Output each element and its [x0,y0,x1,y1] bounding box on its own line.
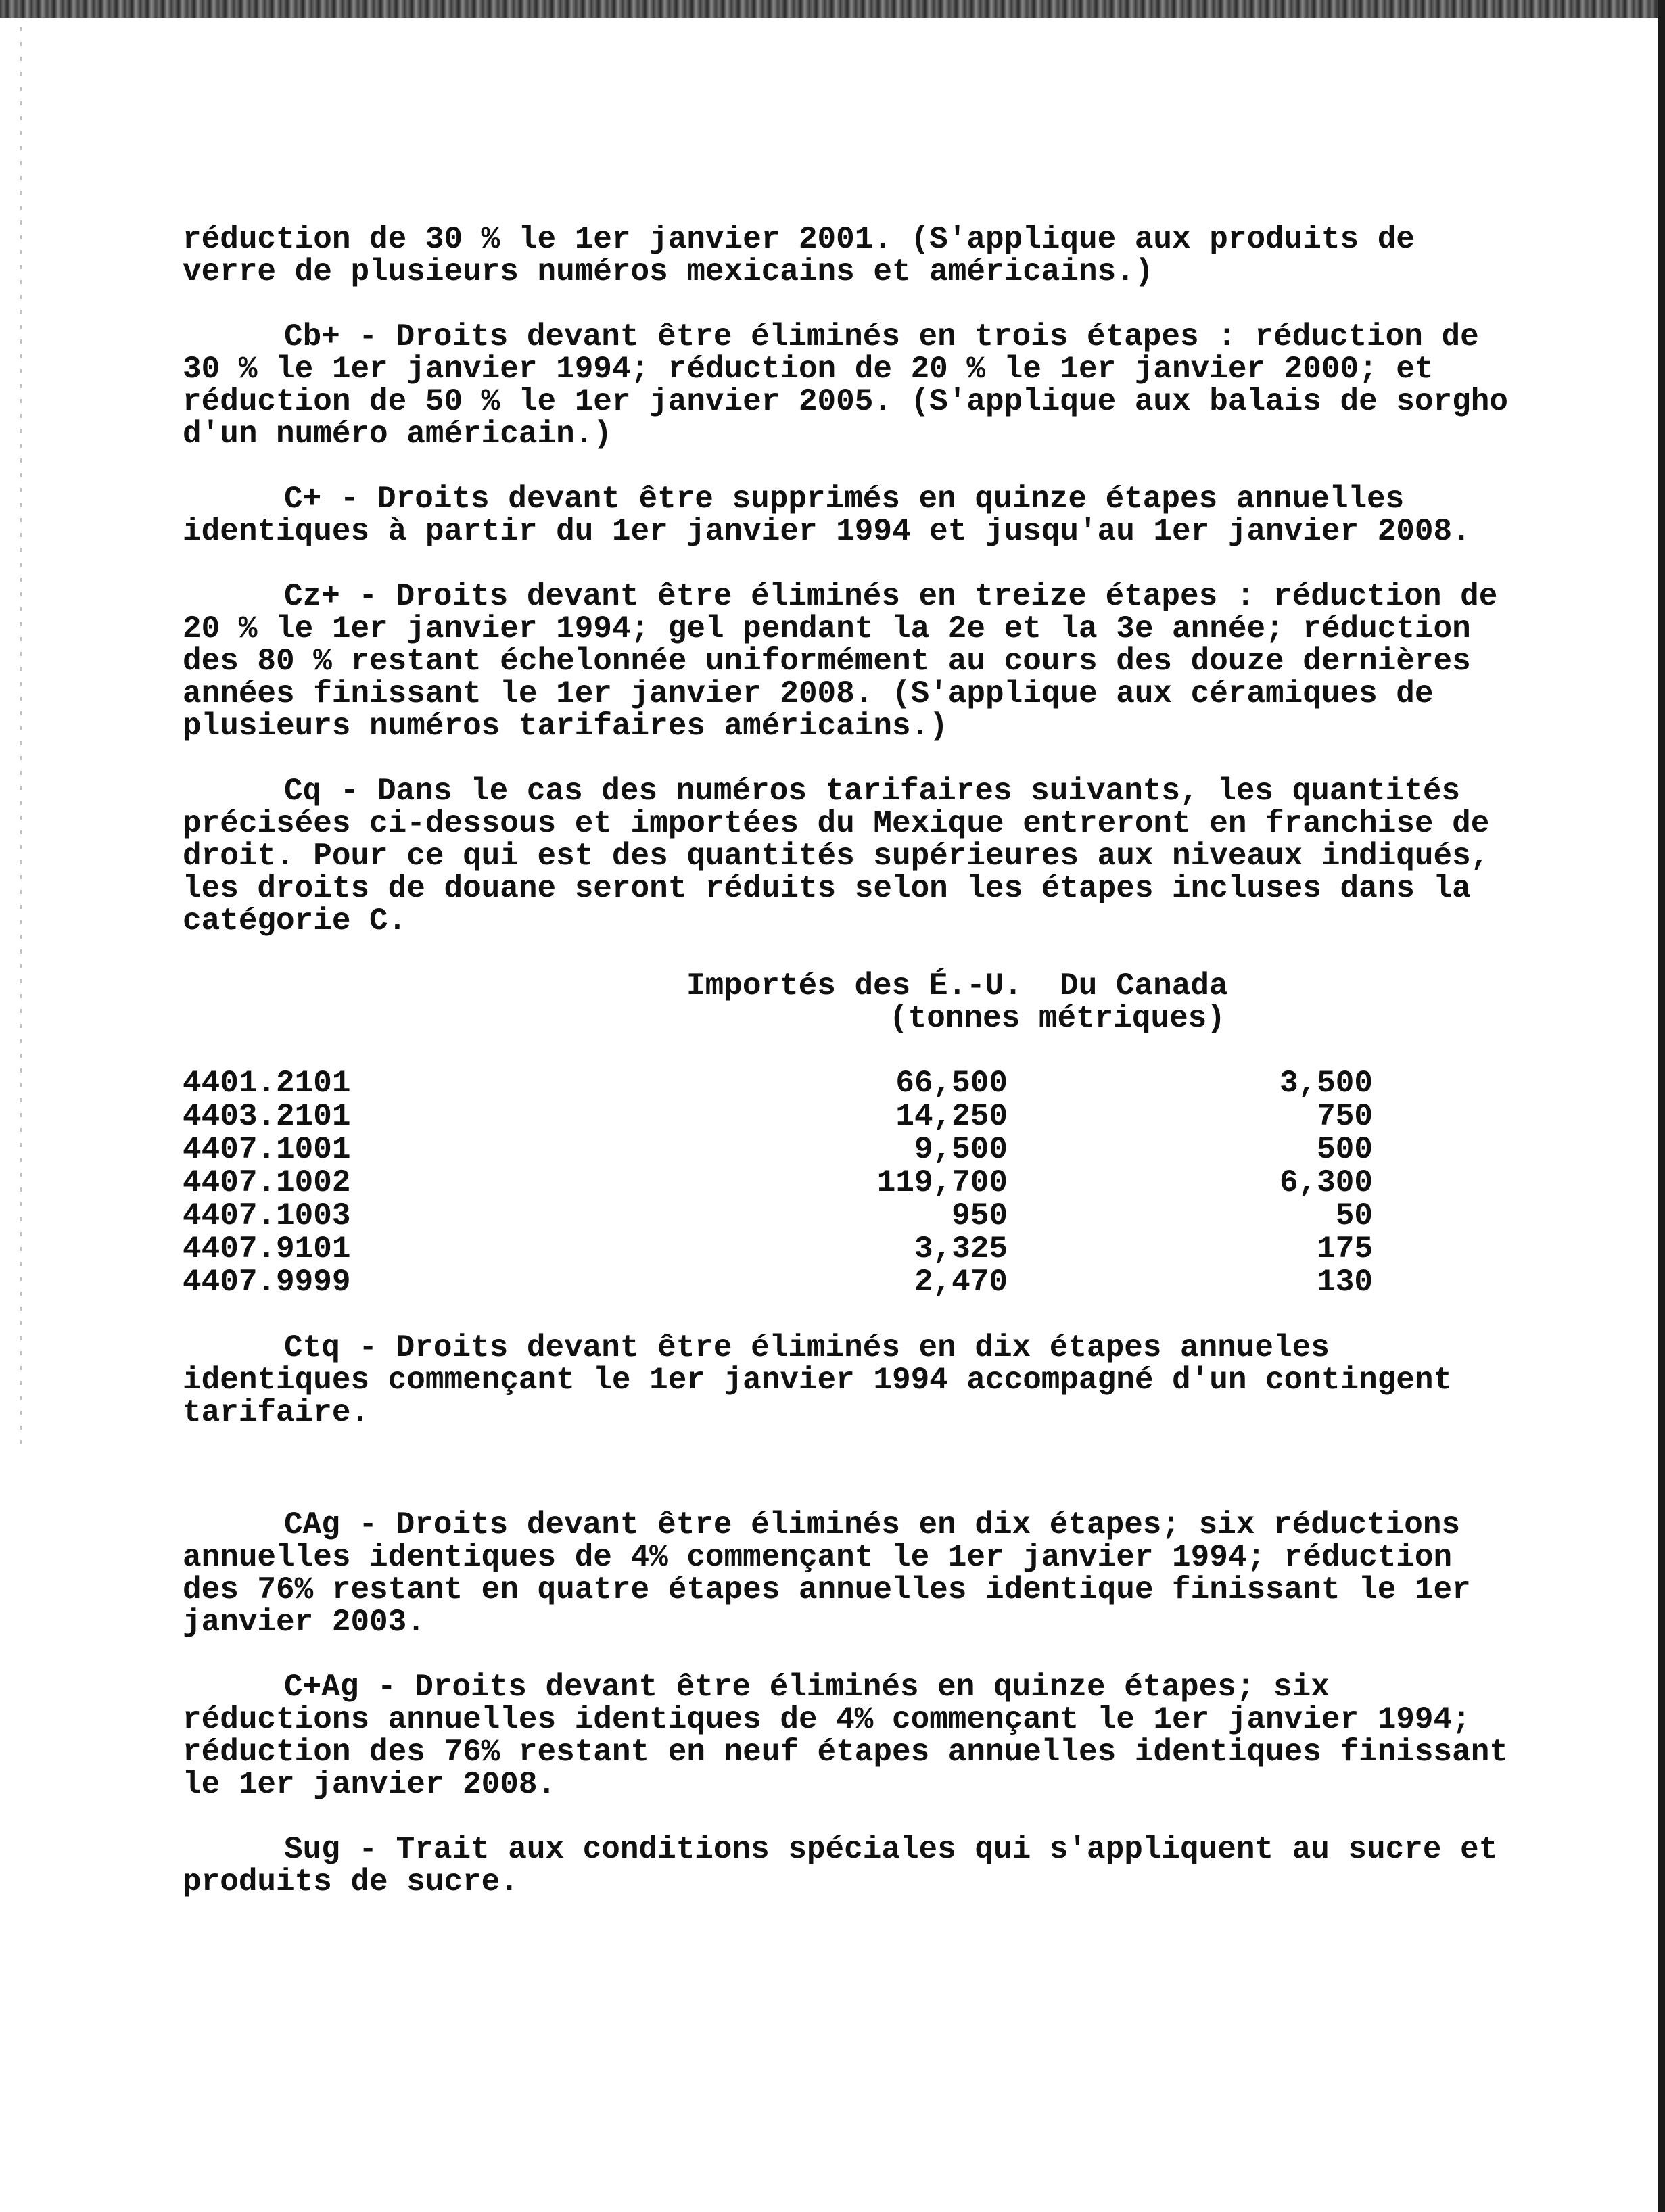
header-units: (tonnes métriques) [889,1001,1225,1036]
paragraph-c-plus: C+ - Droits devant être supprimés en quinze étapes annuelles identiques à partir du 1er janvier 1994 et jusqu'au 1er janvier 2008. [183,481,1471,549]
tariff-code: 4407.1002 [183,1165,351,1200]
quantity-us: 14,250 [895,1099,1008,1134]
quantity-canada: 175 [1317,1231,1373,1267]
table-row [183,1233,1508,1266]
quantity-us: 119,700 [876,1165,1008,1200]
quantity-us: 9,500 [914,1132,1008,1167]
quantity-canada: 6,300 [1279,1165,1373,1200]
table-row [183,1100,1508,1133]
table-header [183,970,1508,1035]
paragraph-cag: CAg - Droits devant être éliminés en dix étapes; six réductions annuelles identiques de 4% commençant le 1er janvier 1994; réduction des 76% restant en quatre étapes annuelles identique finissant le 1er janvier 2003. [183,1507,1471,1640]
paragraph-sug: Sug - Trait aux conditions spéciales qui s'appliquent au sucre et produits de sucre. [183,1832,1498,1900]
tariff-code: 4407.9999 [183,1265,351,1300]
paragraph-cq: Cq - Dans le cas des numéros tarifaires suivants, les quantités précisées ci-dessous et importées du Mexique entreront en franchise de droit. Pour ce qui est des quantités supérieures aux niveaux indiqués, les droits de douane seront réduits selon les étapes incluses dans la catégorie C. [183,774,1490,939]
paragraph-cz-plus: Cz+ - Droits devant être éliminés en treize étapes : réduction de 20 % le 1er janvier 1994; gel pendant la 2e et la 3e année; réduction des 80 % restant échelonnée uniformément au cours des douze dernières années finissant le 1er janvier 2008. (S'applique aux céramiques de plusieurs numéros tarifaires américains.) [183,579,1498,744]
tariff-code: 4407.1001 [183,1132,351,1167]
quantity-canada: 50 [1335,1198,1373,1233]
document-page [183,223,1508,1931]
header-us: Importés des É.-U. [686,968,1023,1004]
tariff-code: 4407.9101 [183,1231,351,1267]
paragraph-cb-plus: Cb+ - Droits devant être éliminés en trois étapes : réduction de 30 % le 1er janvier 1994; réduction de 20 % le 1er janvier 2000; et réduction de 50 % le 1er janvier 2005. (S'applique aux balais de sorgho d'un numéro américain.) [183,319,1508,452]
scan-border-left [20,27,22,1447]
tariff-quota-table [183,1067,1508,1299]
table-row [183,1200,1508,1233]
table-row [183,1266,1508,1299]
quantity-us: 2,470 [914,1265,1008,1300]
paragraph-ctq: Ctq - Droits devant être éliminés en dix étapes annueles identiques commençant le 1er janvier 1994 accompagné d'un contingent tarifaire. [183,1330,1453,1430]
quantity-canada: 3,500 [1279,1066,1373,1101]
quantity-us: 950 [952,1198,1008,1233]
quantity-canada: 130 [1317,1265,1373,1300]
quantity-us: 66,500 [895,1066,1008,1101]
tariff-code: 4401.2101 [183,1066,351,1101]
scan-border-right [1658,0,1665,2212]
table-row [183,1067,1508,1100]
quantity-canada: 500 [1317,1132,1373,1167]
table-row [183,1167,1508,1200]
scan-border-top [0,0,1665,18]
quantity-canada: 750 [1317,1099,1373,1134]
header-canada: Du Canada [1060,968,1228,1004]
quantity-us: 3,325 [914,1231,1008,1267]
paragraph-c-plus-ag: C+Ag - Droits devant être éliminés en quinze étapes; six réductions annuelles identiques de 4% commençant le 1er janvier 1994; réduction des 76% restant en neuf étapes annuelles identiques finissant le 1er janvier 2008. [183,1670,1508,1802]
paragraph-continuation: réduction de 30 % le 1er janvier 2001. (S'applique aux produits de verre de plusieurs numéros mexicains et américains.) [183,222,1415,289]
spacer [183,1461,1508,1509]
tariff-code: 4407.1003 [183,1198,351,1233]
table-row [183,1133,1508,1167]
tariff-code: 4403.2101 [183,1099,351,1134]
